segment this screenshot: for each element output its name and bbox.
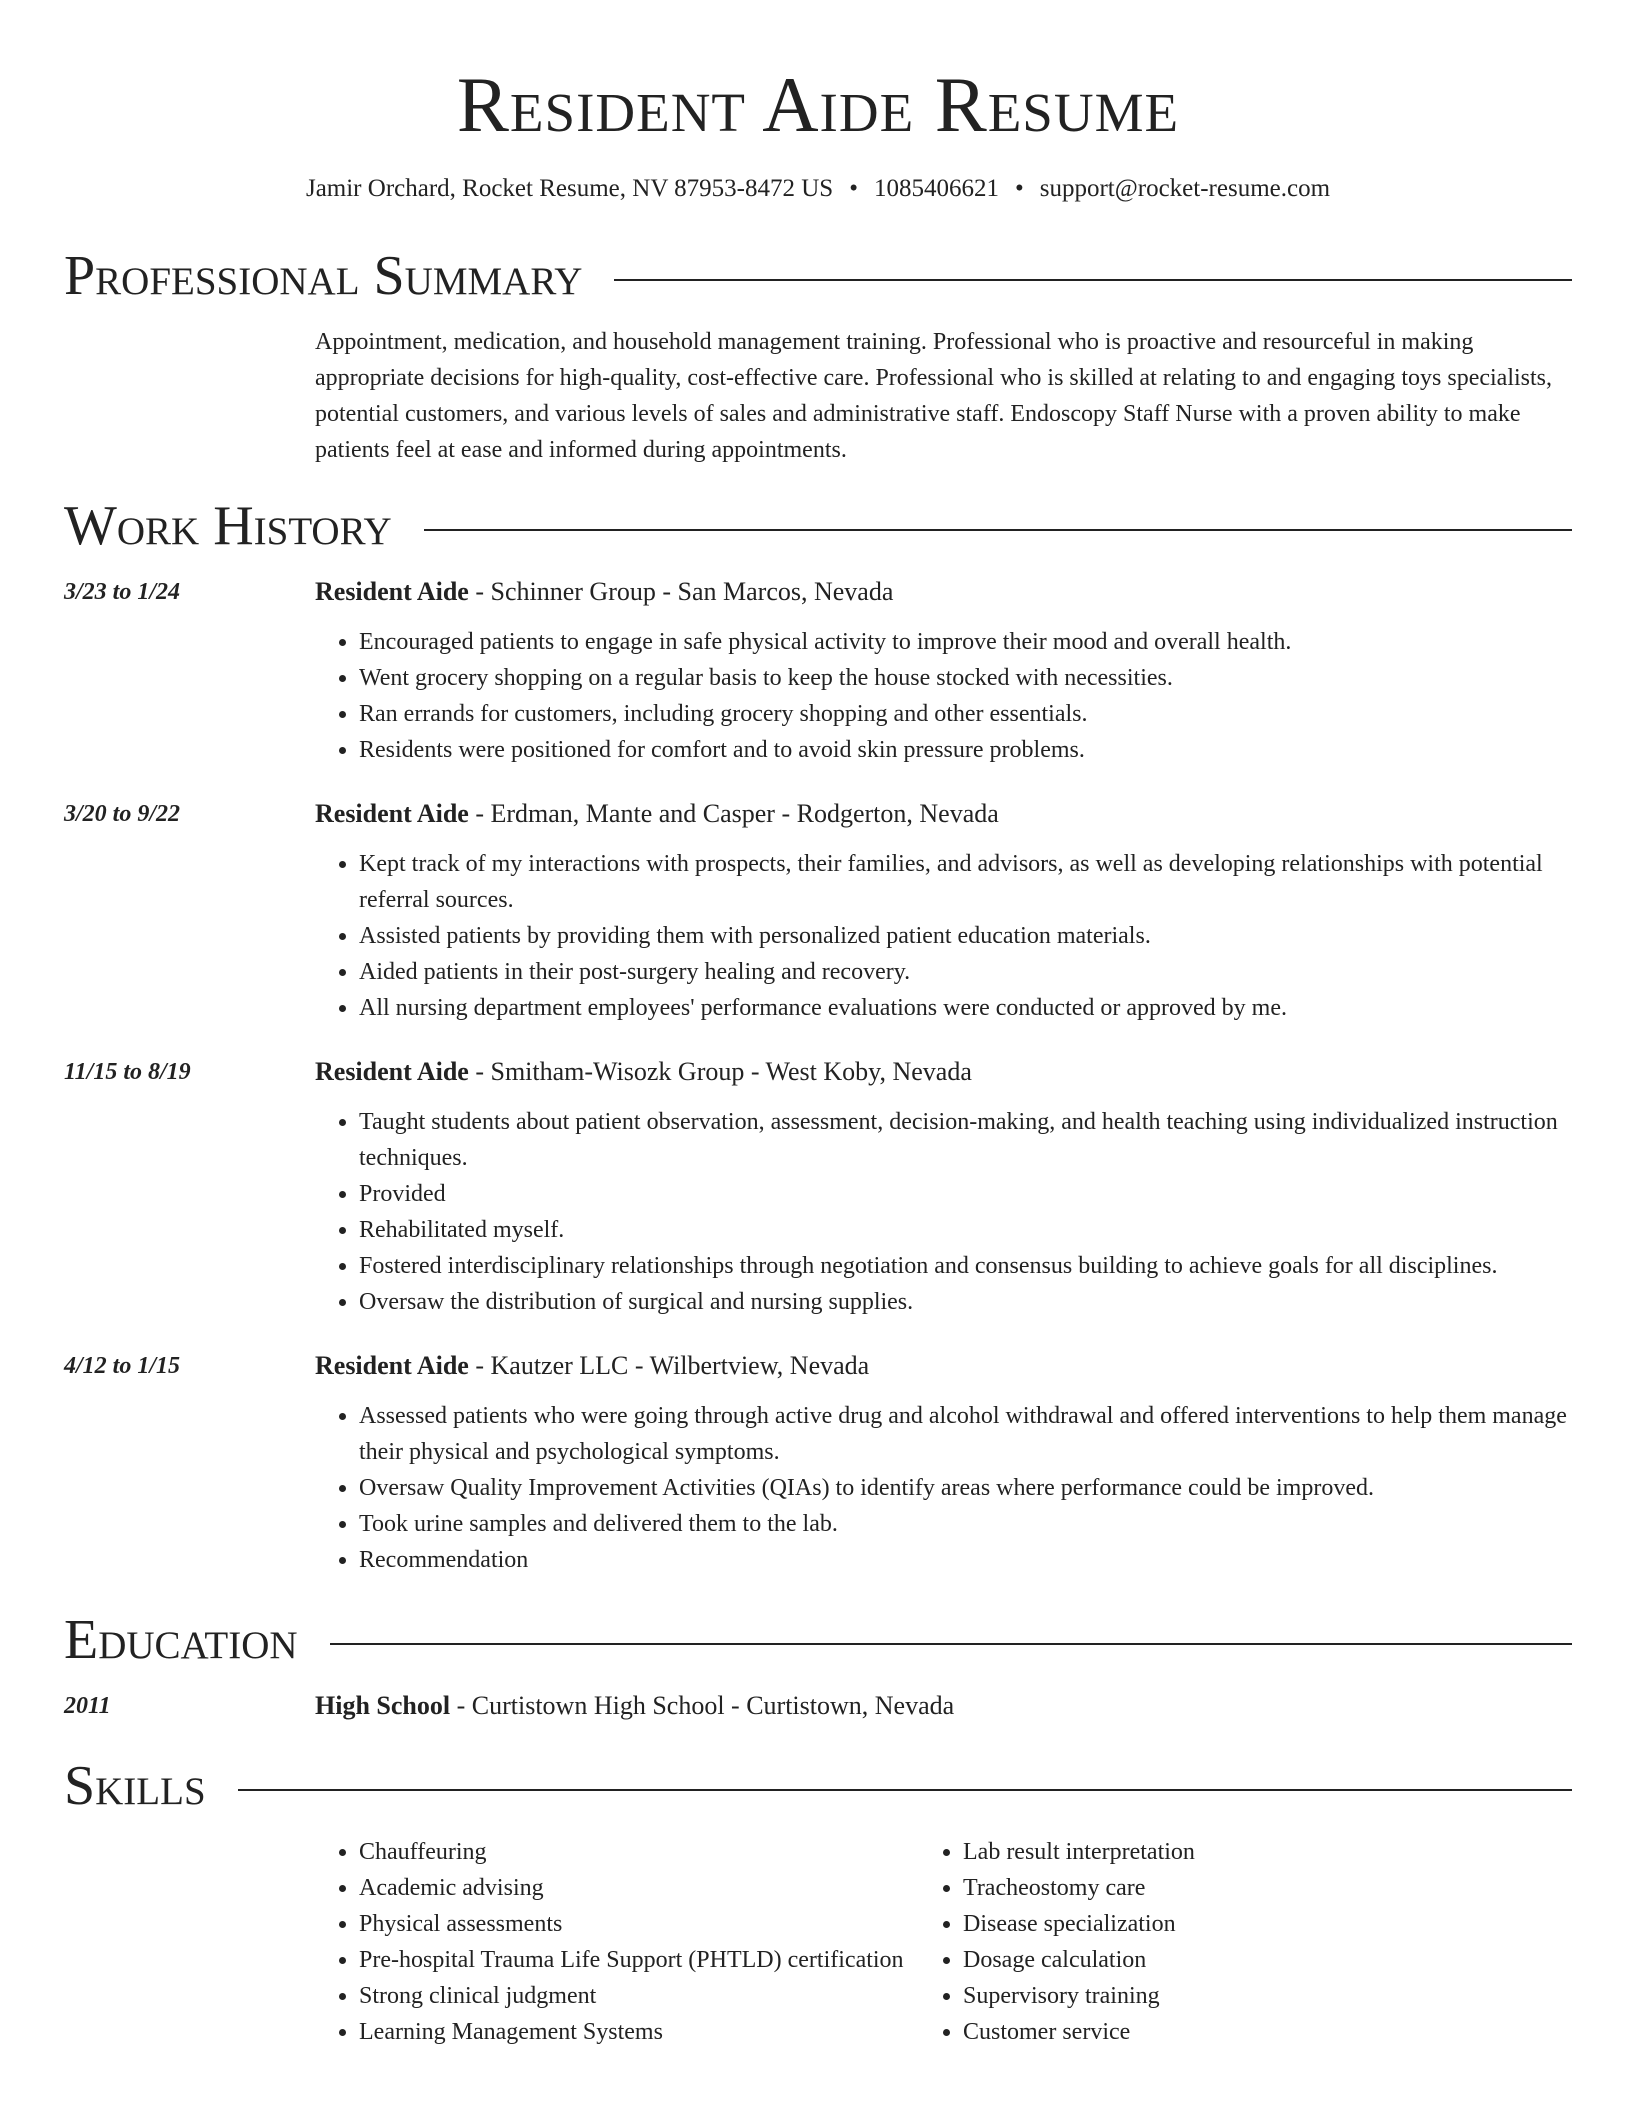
contact-separator: • — [849, 175, 858, 202]
skills-heading-text: Skills — [64, 1755, 206, 1817]
work-entry — [64, 1348, 1572, 1578]
skill-item: • Supervisory training — [963, 1978, 1572, 2014]
work-entry-headline — [315, 1054, 1572, 1090]
work-entry-body — [315, 1348, 1572, 1578]
education-entry — [64, 1688, 1572, 1724]
skills-heading — [64, 1754, 1572, 1818]
work-entry-body — [315, 796, 1572, 1026]
section-divider — [330, 1643, 1572, 1645]
section-divider — [424, 529, 1572, 531]
summary-text: Appointment, medication, and household management training. Professional who is proactive and resourceful in making appropriate decisions for high-quality, cost-effective care. Professional who is skilled at relating to and engaging toys specialists, potential customers, and various levels of sales and administrative staff. Endoscopy Staff Nurse with a proven ability to make patients feel at ease and informed during appointments. — [315, 329, 1552, 463]
work-entry-role: Resident Aide — [315, 799, 469, 828]
work-entry-dates: 3/23 to 1/24 — [64, 579, 181, 605]
skill-item: • Pre-hospital Trauma Life Support (PHTLD) certification — [359, 1942, 933, 1978]
work-entry-headline — [315, 796, 1572, 832]
bullet-item: • Oversaw the distribution of surgical and nursing supplies. — [359, 1284, 1572, 1320]
work-entry-body — [315, 574, 1572, 768]
work-entry-dates: 4/12 to 1/15 — [64, 1353, 181, 1379]
bullet-item: • Aided patients in their post-surgery healing and recovery. — [359, 954, 1572, 990]
skills-list — [315, 1834, 1572, 2050]
resume-page — [64, 0, 1572, 2050]
work-entry-headline — [315, 1348, 1572, 1384]
education-year: 2011 — [64, 1693, 111, 1719]
skill-item: • Customer service — [963, 2014, 1572, 2050]
resume-title: Resident Aide Resume — [456, 61, 1180, 148]
contact-email: support@rocket-resume.com — [1039, 175, 1331, 202]
bullet-item: • Rehabilitated myself. — [359, 1212, 1572, 1248]
skill-item: • Chauffeuring — [359, 1834, 933, 1870]
work-entry-dates: 3/20 to 9/22 — [64, 801, 181, 827]
skill-item: • Tracheostomy care — [963, 1870, 1572, 1906]
bullet-item: • Assessed patients who were going through active drug and alcohol withdrawal and offered interventions to help them manage their physical and psychological symptoms. — [359, 1398, 1572, 1470]
bullet-item: • Went grocery shopping on a regular basis to keep the house stocked with necessities. — [359, 660, 1572, 696]
work-entry-role: Resident Aide — [315, 1057, 469, 1086]
bullet-item: • Ran errands for customers, including grocery shopping and other essentials. — [359, 696, 1572, 732]
bullet-item: • Took urine samples and delivered them to the lab. — [359, 1506, 1572, 1542]
contact-phone: 1085406621 — [873, 175, 999, 202]
skill-item: • Physical assessments — [359, 1906, 933, 1942]
bullet-item: • All nursing department employees' performance evaluations were conducted or approved by me. — [359, 990, 1572, 1026]
bullet-item: • Oversaw Quality Improvement Activities (QIAs) to identify areas where performance could be improved. — [359, 1470, 1572, 1506]
bullet-item: • Residents were positioned for comfort and to avoid skin pressure problems. — [359, 732, 1572, 768]
education-heading — [64, 1608, 1572, 1672]
bullet-item: • Kept track of my interactions with prospects, their families, and advisors, as well as developing relationships with potential referral sources. — [359, 846, 1572, 918]
work-entry-employer: - Schinner Group - San Marcos, Nevada — [468, 577, 894, 606]
contact-line — [64, 172, 1572, 206]
skill-item: • Learning Management Systems — [359, 2014, 933, 2050]
summary-heading — [64, 244, 1572, 308]
bullet-item: • Assisted patients by providing them with personalized patient education materials. — [359, 918, 1572, 954]
work-entry — [64, 796, 1572, 1026]
work-entry-employer: - Erdman, Mante and Casper - Rodgerton, Nevada — [468, 799, 999, 828]
skills-column-right — [933, 1834, 1572, 2050]
skill-item: • Dosage calculation — [963, 1942, 1572, 1978]
bullet-item: • Recommendation — [359, 1542, 1572, 1578]
work-entry — [64, 1054, 1572, 1320]
work-entry-headline — [315, 574, 1572, 610]
work-history-heading — [64, 494, 1572, 558]
education-degree: High School — [315, 1691, 451, 1720]
work-entry-employer: - Smitham-Wisozk Group - West Koby, Nevada — [468, 1057, 972, 1086]
work-history-heading-text: Work History — [64, 495, 392, 557]
work-entry-bullets — [315, 624, 1572, 768]
section-divider — [614, 279, 1572, 281]
work-entry-bullets — [315, 1398, 1572, 1578]
skill-item: • Strong clinical judgment — [359, 1978, 933, 2014]
education-headline — [315, 1688, 1572, 1724]
skills-column-left — [315, 1834, 933, 2050]
work-entry-body — [315, 1054, 1572, 1320]
section-divider — [238, 1789, 1572, 1791]
work-history-list — [64, 574, 1572, 1578]
work-entry-dates: 11/15 to 8/19 — [64, 1059, 191, 1085]
work-entry-bullets — [315, 1104, 1572, 1320]
work-entry-role: Resident Aide — [315, 1351, 469, 1380]
work-entry-role: Resident Aide — [315, 577, 469, 606]
skill-item: • Lab result interpretation — [963, 1834, 1572, 1870]
education-detail: - Curtistown High School - Curtistown, Nevada — [450, 1691, 955, 1720]
work-entry — [64, 574, 1572, 768]
bullet-item: • Encouraged patients to engage in safe physical activity to improve their mood and overall health. — [359, 624, 1572, 660]
contact-separator: • — [1014, 175, 1024, 202]
bullet-item: • Fostered interdisciplinary relationships through negotiation and consensus building to achieve goals for all disciplines. — [359, 1248, 1572, 1284]
summary-heading-text: Professional Summary — [64, 245, 583, 307]
education-body — [315, 1688, 1572, 1724]
bullet-item: • Provided — [359, 1176, 1572, 1212]
education-heading-text: Education — [64, 1609, 298, 1671]
work-entry-employer: - Kautzer LLC - Wilbertview, Nevada — [468, 1351, 870, 1380]
work-entry-bullets — [315, 846, 1572, 1026]
bullet-item: • Taught students about patient observation, assessment, decision-making, and health teaching using individualized instruction techniques. — [359, 1104, 1572, 1176]
contact-address: Jamir Orchard, Rocket Resume, NV 87953-8472 US — [305, 175, 834, 202]
skill-item: • Academic advising — [359, 1870, 933, 1906]
skill-item: • Disease specialization — [963, 1906, 1572, 1942]
